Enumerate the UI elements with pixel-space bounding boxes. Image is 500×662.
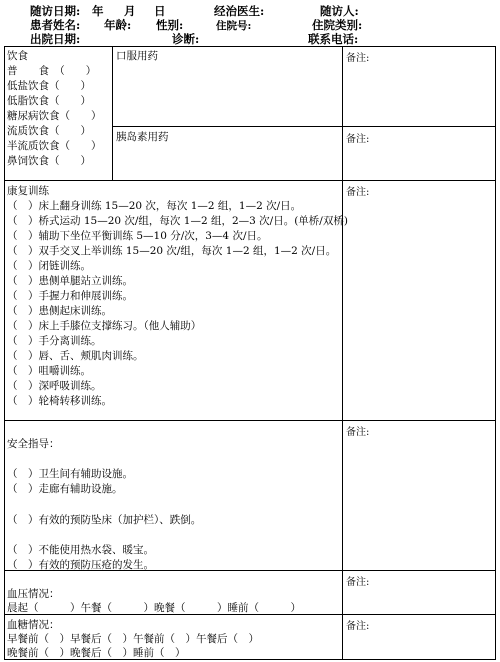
rehab-item: （ ）闭链训练。 [7,260,91,272]
rehab-item: （ ）双手交叉上举训练 15—20 次/组，每次 1—2 组，1—2 次/日。 [7,245,337,257]
year-label: 年 [92,4,104,18]
safety-note: 备注: [346,427,370,438]
rehab-item: （ ）患侧起床训练。 [7,305,112,317]
notes-column-divider [342,46,343,660]
blood-glucose-note: 备注: [346,621,370,632]
table-top-border [4,46,496,47]
diet-option: 流质饮食（ ） [7,125,91,137]
rehab-item: （ ）桥式运动 15—20 次/组，每次 1—2 组，2—3 次/日。(单桥/双桥) [7,215,348,227]
discharge-date-label: 出院日期: [30,32,81,46]
insulin-title: 胰岛素用药 [116,131,169,143]
sex-label: 性别: [156,18,184,32]
hospital-type-label: 住院类别: [312,18,363,32]
safety-item: （ ）有效的预防压疮的发生。 [7,559,154,571]
row-divider [4,420,496,421]
diet-title: 饮食 [7,50,28,62]
doctor-label: 经治医生: [214,4,265,18]
phone-label: 联系电话: [308,32,359,46]
diet-option: 低脂饮食（ ） [7,95,91,107]
visitor-label: 随访人: [320,4,359,18]
rehab-item: （ ）手握力和伸展训练。 [7,290,133,302]
diet-option: 低盐饮食（ ） [7,80,91,92]
rehab-item: （ ）咀嚼训练。 [7,365,91,377]
age-label: 年龄: [104,18,132,32]
diet-option: 普 食 （ ） [7,65,97,77]
blood-pressure-title: 血压情况： [7,588,60,600]
rehab-item: （ ）床上手膝位支撑练习。（他人辅助） [7,320,202,332]
diet-column-divider [112,46,113,180]
diet-option: 糖尿病饮食（ ） [7,110,102,122]
blood-glucose-readings: 早餐前（ ）早餐后（ ）午餐前（ ）午餐后（ ） [7,633,259,645]
rehab-note: 备注: [346,187,370,198]
table-right-border [495,46,496,660]
blood-pressure-readings: 晨起（ ）午餐（ ）晚餐（ ）睡前（ ） [7,602,301,614]
insulin-note: 备注: [346,134,370,145]
oral-medication-note: 备注: [346,53,370,64]
blood-pressure-note: 备注: [346,577,370,588]
safety-item: （ ）卫生间有辅助设施。 [7,468,133,480]
safety-item: （ ）走廊有辅助设施。 [7,483,123,495]
patient-name-label: 患者姓名: [30,18,81,32]
row-divider [4,180,496,181]
blood-glucose-title: 血糖情况： [7,619,60,631]
rehab-item: （ ）唇、舌、颊肌肉训练。 [7,350,144,362]
rehab-item: （ ）患侧单腿站立训练。 [7,275,133,287]
followup-table [4,46,496,660]
rehab-item: （ ）辅助下坐位平衡训练 5—10 分/次，3—4 次/日。 [7,230,268,242]
table-left-border [4,46,5,660]
safety-item: （ ）有效的预防坠床（加护栏）、跌倒。 [7,514,202,526]
rehab-item: （ ）床上翻身训练 15—20 次，每次 1—2 组，1—2 次/日。 [7,200,302,212]
diet-option: 鼻饲饮食（ ） [7,155,91,167]
rehab-item: （ ）深呼吸训练。 [7,380,102,392]
rehab-item: （ ）手分离训练。 [7,335,102,347]
diagnosis-label: 诊断: [172,32,200,46]
month-label: 月 [124,4,136,18]
diet-option: 半流质饮食（ ） [7,140,102,152]
rehab-item: （ ）轮椅转移训练。 [7,395,112,407]
medication-divider [112,126,496,127]
safety-title: 安全指导： [7,438,60,450]
visit-date-label: 随访日期: [30,4,81,18]
rehab-title: 康复训练 [7,185,49,197]
blood-glucose-readings: 晚餐前（ ）晚餐后（ ）睡前（ ） [7,647,186,659]
oral-medication-title: 口服用药 [116,50,158,62]
day-label: 日 [154,4,166,18]
safety-item: （ ）不能使用热水袋、暖宝。 [7,544,154,556]
hospital-number-label: 住院号: [216,20,252,32]
